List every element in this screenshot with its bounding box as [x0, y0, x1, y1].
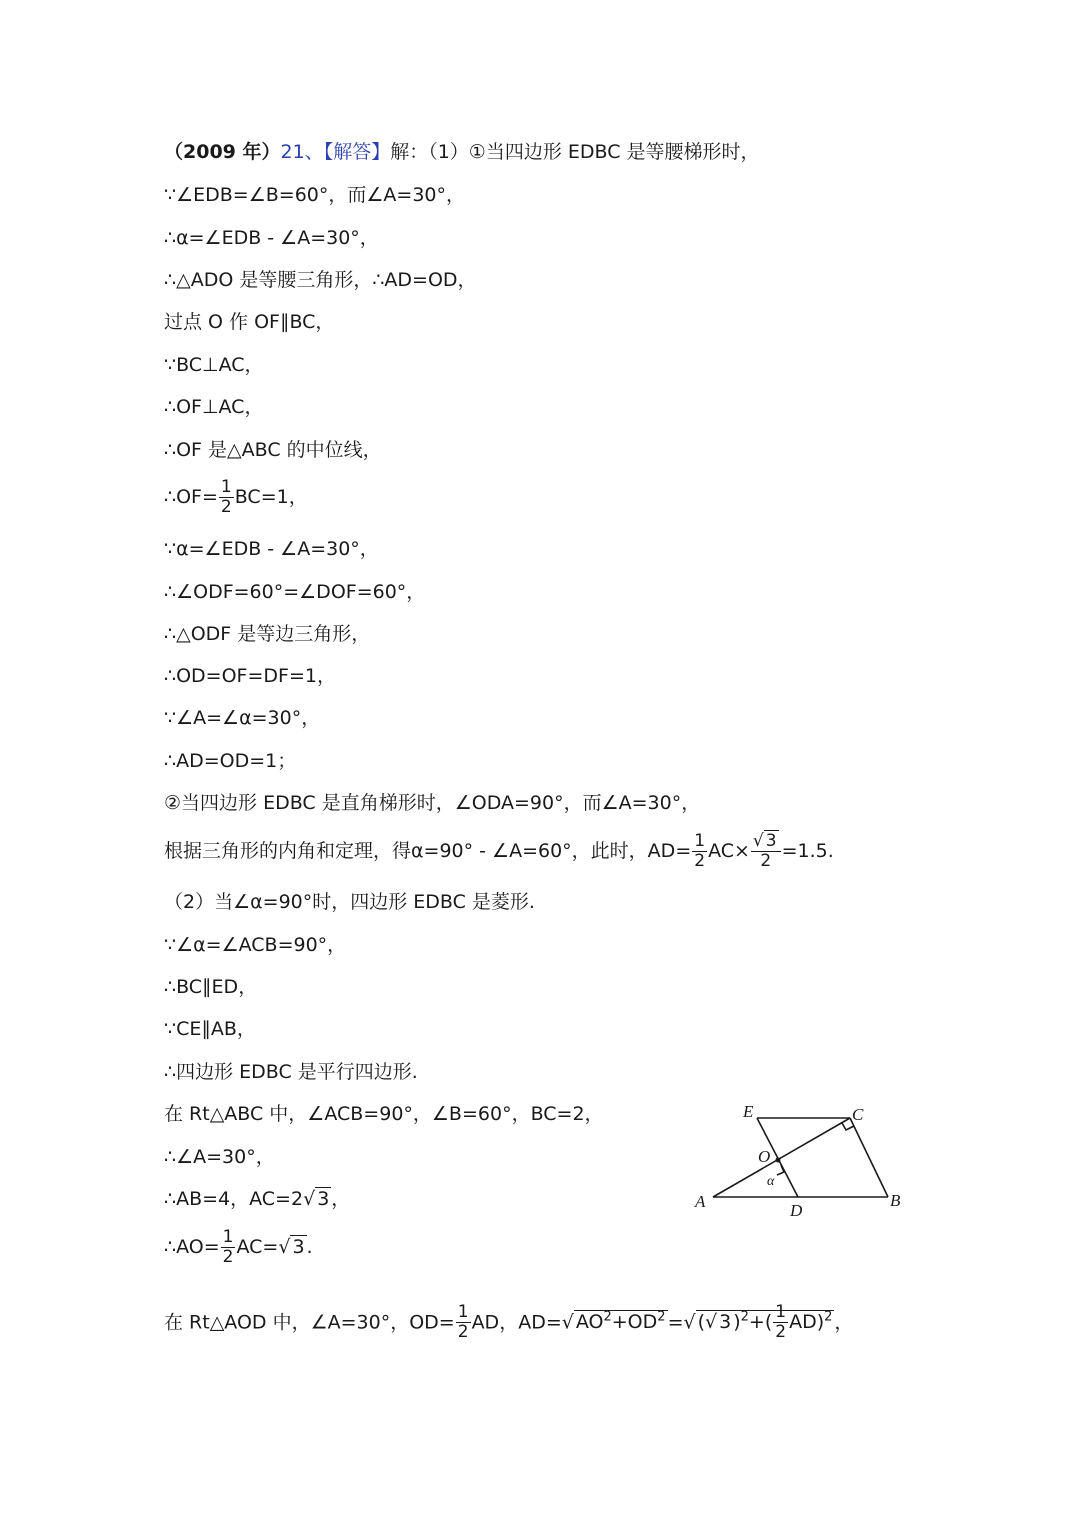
- solution-line: ∴AB=4，AC=2√ 3 ，: [164, 1188, 351, 1210]
- solution-line: ∴OD=OF=DF=1，: [164, 665, 336, 687]
- solution-line: ∵∠α=∠ACB=90°，: [164, 934, 347, 956]
- label-a: A: [695, 1192, 706, 1211]
- text-segment: AC=: [236, 1236, 279, 1258]
- numerator: 1: [222, 1227, 234, 1247]
- denominator: 2: [457, 1322, 469, 1343]
- radicand: [574, 1310, 668, 1333]
- text-segment: (: [697, 1311, 706, 1334]
- text-segment: ): [733, 1311, 741, 1334]
- radicand: 3: [292, 1236, 305, 1258]
- solution-line: ∴△ADO 是等腰三角形，∴AD=OD，: [164, 269, 477, 291]
- text-segment: AO: [575, 1311, 604, 1334]
- fraction-half: [773, 1303, 788, 1342]
- denominator: 2: [694, 851, 706, 871]
- label-c: C: [852, 1105, 864, 1124]
- label-alpha: α: [767, 1174, 775, 1189]
- solution-line: [164, 1294, 853, 1346]
- fraction-half: [221, 1228, 236, 1267]
- text-segment: AD，AD=: [471, 1311, 562, 1334]
- text-segment: 根据三角形的内角和定理，得α=90° - ∠A=60°，此时，AD=: [164, 840, 692, 862]
- denominator: 2: [220, 497, 232, 517]
- solution-line: ∴△ODF 是等边三角形，: [164, 623, 371, 645]
- text-segment: ，: [331, 1188, 351, 1210]
- numerator: 1: [220, 477, 232, 497]
- numerator: 1: [775, 1302, 787, 1323]
- text-segment: 在 Rt△AOD 中，∠A=30°，OD=: [164, 1311, 455, 1334]
- fraction-sqrt3-over-2: [751, 832, 781, 871]
- sqrt-ao-od: √ $AO^2+OD^2$: [561, 1310, 666, 1334]
- solution-line: ∴OF 是△ABC 的中位线，: [164, 439, 382, 461]
- label-o: O: [758, 1147, 771, 1166]
- exponent: 2: [657, 1310, 666, 1325]
- denominator: 2: [775, 1322, 787, 1343]
- exponent: 2: [740, 1310, 749, 1325]
- text-segment: ∴OF=: [164, 486, 218, 508]
- sqrt-expression: √ (√ 3 )$^2$+( $\frac{1}{2}$ AD)$^2$: [683, 1302, 833, 1343]
- radicand: 3: [317, 1188, 330, 1210]
- numerator: 1: [457, 1302, 469, 1323]
- solution-line: ∵∠EDB=∠B=60°，而∠A=30°，: [164, 184, 466, 206]
- numerator: 1: [694, 831, 706, 851]
- segment-ac: [713, 1118, 850, 1197]
- text-segment: ∴AO=: [164, 1236, 220, 1258]
- solution-line: （2）当∠α=90°时，四边形 EDBC 是菱形.: [164, 891, 535, 913]
- segment-cb: [850, 1118, 888, 1197]
- text-segment: =1.5.: [781, 840, 834, 862]
- question-number: 21、: [280, 141, 324, 163]
- year-label: （2009 年）: [164, 141, 281, 163]
- solution-line: 在 Rt△ABC 中，∠ACB=90°，∠B=60°，BC=2，: [164, 1103, 604, 1125]
- solution-line: ∵BC⊥AC，: [164, 354, 264, 376]
- solution-line: ∴AD=OD=1；: [164, 750, 297, 772]
- text-segment: ，: [834, 1311, 854, 1334]
- solution-line: [164, 830, 834, 872]
- solution-line: [164, 476, 308, 518]
- header-text: 解：（1）①当四边形 EDBC 是等腰梯形时，: [390, 141, 760, 163]
- fraction-half: [692, 832, 707, 871]
- fraction-half: [456, 1303, 471, 1342]
- solution-line: ∴∠A=30°，: [164, 1146, 275, 1168]
- solution-line: 过点 O 作 OF∥BC，: [164, 311, 335, 333]
- answer-tag: 【解答】: [323, 141, 391, 163]
- text-segment: AC×: [708, 840, 750, 862]
- point-o: [776, 1158, 781, 1163]
- label-e: E: [743, 1102, 754, 1121]
- solution-line: ∴OF⊥AC，: [164, 396, 264, 418]
- text-segment: .: [306, 1236, 313, 1258]
- exponent: 2: [824, 1310, 833, 1325]
- solution-line: ∴∠ODF=60°=∠DOF=60°，: [164, 581, 426, 603]
- denominator: 2: [760, 851, 772, 871]
- solution-line: ∵CE∥AB，: [164, 1018, 256, 1040]
- label-b: B: [890, 1191, 901, 1210]
- solution-line: ∴α=∠EDB - ∠A=30°，: [164, 227, 379, 249]
- denominator: 2: [222, 1247, 234, 1267]
- text-segment: +OD: [611, 1311, 658, 1334]
- label-d: D: [790, 1201, 803, 1220]
- text-segment: ∴AB=4，AC=2: [164, 1188, 304, 1210]
- radicand: 3: [719, 1311, 732, 1334]
- text-segment: BC=1，: [234, 486, 308, 508]
- solution-line: ②当四边形 EDBC 是直角梯形时，∠ODA=90°，而∠A=30°，: [164, 792, 701, 814]
- solution-line: ∴BC∥ED，: [164, 976, 258, 998]
- header-line: [164, 140, 760, 164]
- radicand: 3: [765, 831, 777, 851]
- geometry-figure: [680, 1095, 920, 1225]
- equals-sign: =: [667, 1311, 684, 1334]
- exponent: 2: [603, 1310, 612, 1325]
- solution-line: ∴AO= $\frac{1}{2}$ AC=√ 3 .: [164, 1227, 313, 1267]
- text-segment: AD): [789, 1311, 825, 1334]
- solution-line: ∵α=∠EDB - ∠A=30°，: [164, 538, 379, 560]
- solution-line: ∴四边形 EDBC 是平行四边形.: [164, 1061, 418, 1083]
- text-segment: +(: [748, 1311, 773, 1334]
- solution-line: ∵∠A=∠α=30°，: [164, 707, 321, 729]
- fraction-half: [219, 478, 234, 517]
- numerator: √ 3: [751, 832, 781, 852]
- radicand: (√ 3 )$^2$+( $\frac{1}{2}$ AD)$^2$: [697, 1302, 833, 1343]
